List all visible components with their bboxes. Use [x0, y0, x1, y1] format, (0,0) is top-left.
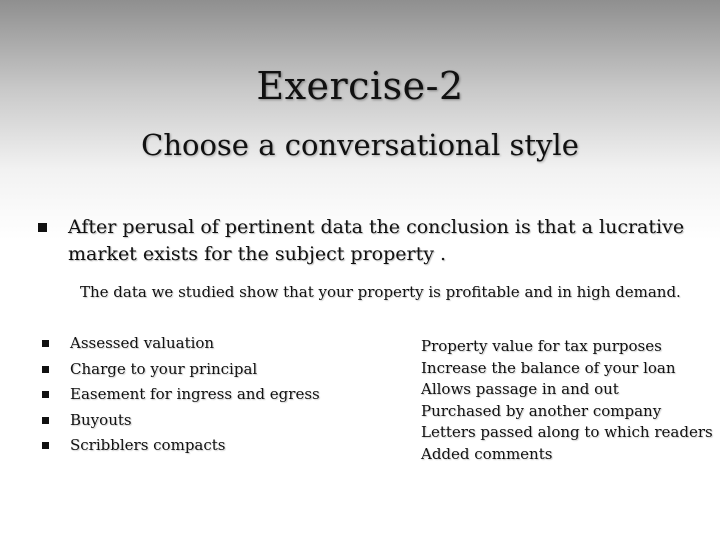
list-item — [42, 382, 320, 408]
slide-title: Exercise-2 — [256, 64, 464, 108]
term-text: Assessed valuation — [70, 334, 215, 352]
list-item — [42, 357, 320, 383]
slide-subtitle: Choose a conversational style — [141, 128, 579, 162]
list-item — [42, 408, 320, 434]
definition-item: Letters passed along to which readers — [421, 423, 713, 442]
definition-item: Property value for tax purposes — [421, 337, 662, 355]
list-item — [42, 433, 320, 459]
square-bullet-icon — [42, 340, 49, 347]
rewrite-example: The data we studied show that your property is profitable and in high demand. — [80, 283, 681, 301]
main-bullet-text: After perusal of pertinent data the conclusion is that a lucrative market exists for the subject property . — [68, 216, 685, 265]
square-bullet-icon — [42, 366, 49, 373]
square-bullet-icon — [42, 391, 49, 398]
definition-item: Increase the balance of your loan — [421, 358, 676, 377]
definitions-list — [421, 336, 713, 466]
term-text: Scribblers compacts — [70, 436, 226, 454]
square-bullet-icon — [42, 417, 49, 424]
definition-item: Purchased by another company — [421, 401, 662, 420]
definition-item: Added comments — [421, 444, 553, 463]
term-text: Buyouts — [70, 410, 132, 429]
term-text: Charge to your principal — [70, 359, 258, 378]
square-bullet-icon — [42, 442, 49, 449]
list-item — [42, 331, 320, 357]
terms-list — [42, 331, 320, 459]
definition-item: Allows passage in and out — [421, 380, 619, 399]
term-text: Easement for ingress and egress — [70, 385, 320, 403]
square-bullet-icon — [38, 223, 47, 232]
